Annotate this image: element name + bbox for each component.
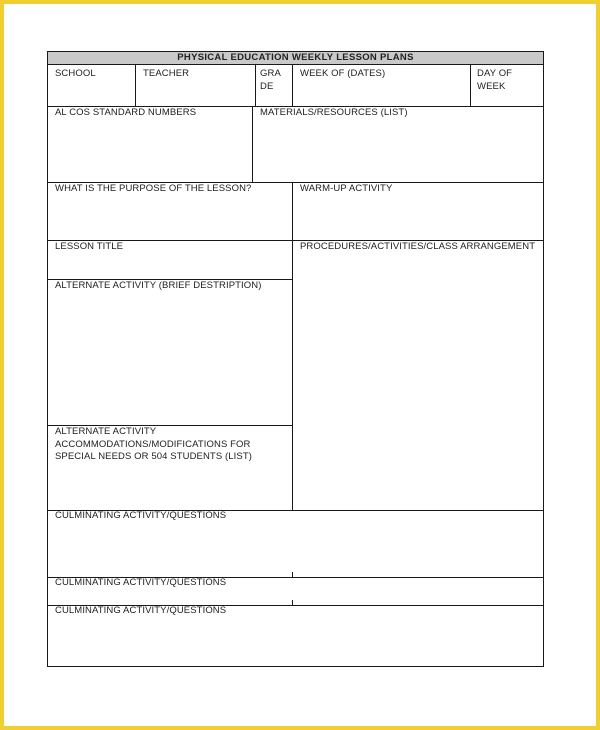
col-tick	[292, 572, 293, 577]
col-divider	[292, 182, 293, 510]
col-divider	[252, 106, 253, 182]
accommodations-label-line1: ALTERNATE ACTIVITY	[55, 426, 157, 437]
culminating-label-1: CULMINATING ACTIVITY/QUESTIONS	[55, 510, 227, 521]
col-divider	[292, 65, 293, 106]
form-title: PHYSICAL EDUCATION WEEKLY LESSON PLANS	[48, 52, 543, 65]
purpose-label: WHAT IS THE PURPOSE OF THE LESSON?	[55, 183, 252, 194]
grade-label-line1: GRA	[260, 68, 281, 79]
culminating-label-3: CULMINATING ACTIVITY/QUESTIONS	[55, 605, 227, 616]
accommodations-label-line3: SPECIAL NEEDS OR 504 STUDENTS (LIST)	[55, 451, 252, 462]
lesson-title-label: LESSON TITLE	[55, 241, 124, 252]
school-label: SCHOOL	[55, 68, 96, 79]
materials-label: MATERIALS/RESOURCES (LIST)	[260, 107, 408, 118]
week-of-label: WEEK OF (DATES)	[300, 68, 386, 79]
culminating-label-2: CULMINATING ACTIVITY/QUESTIONS	[55, 577, 227, 588]
grade-label-line2: DE	[260, 81, 274, 92]
accommodations-label-line2: ACCOMMODATIONS/MODIFICATIONS FOR	[55, 438, 251, 450]
procedures-label: PROCEDURES/ACTIVITIES/CLASS ARRANGEMENT	[300, 241, 536, 252]
lesson-plan-form	[47, 51, 544, 667]
col-tick	[292, 600, 293, 605]
teacher-label: TEACHER	[143, 68, 190, 79]
col-divider	[470, 65, 471, 106]
warmup-label: WARM-UP ACTIVITY	[300, 183, 393, 194]
day-of-week-line2: WEEK	[477, 81, 506, 92]
col-divider	[255, 65, 256, 106]
day-of-week-line1: DAY OF	[477, 68, 513, 79]
alternate-activity-label: ALTERNATE ACTIVITY (BRIEF DESTRIPTION)	[55, 280, 262, 291]
alcos-label: AL COS STANDARD NUMBERS	[55, 107, 197, 118]
col-divider	[135, 65, 136, 106]
